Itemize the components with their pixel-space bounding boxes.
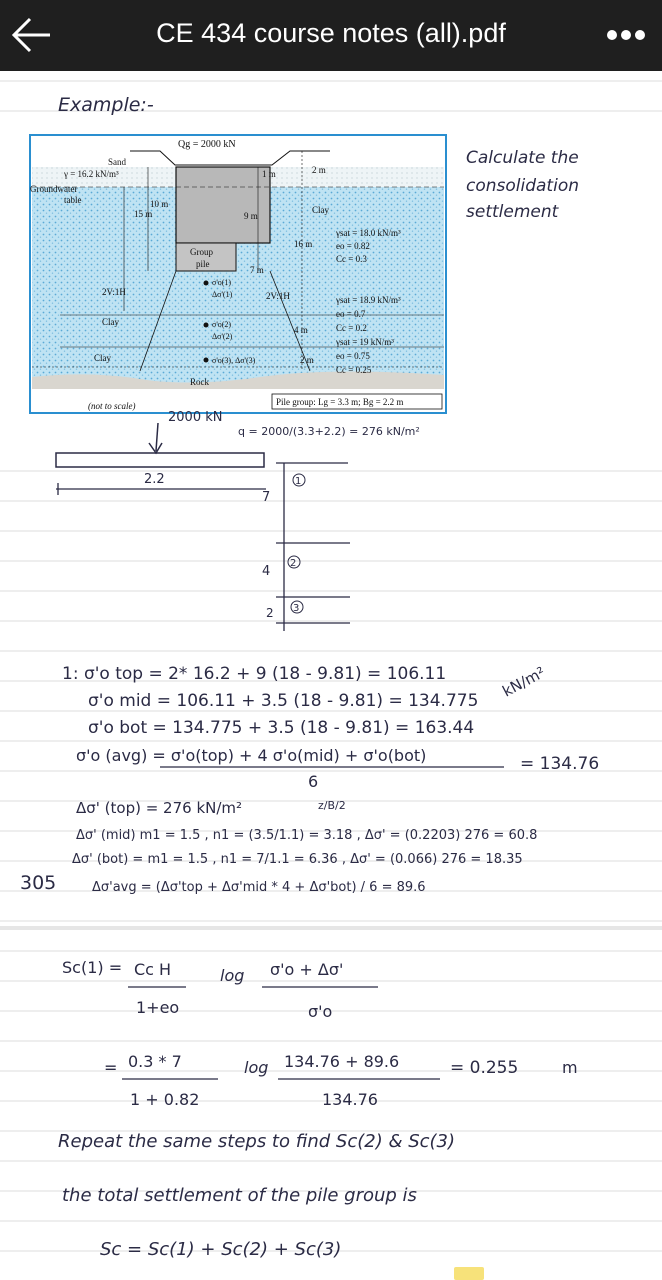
fig-d2: 2 m [312,165,326,175]
result-log: log [244,1058,269,1077]
task-line-2: consolidation [466,176,579,196]
load-label: 2000 kN [168,410,223,425]
fig-props1-1: eo = 0.82 [336,241,370,251]
top-bar [0,0,662,71]
result-log-num: 134.76 + 89.6 [284,1052,400,1071]
fig-not-scale: (not to scale) [88,401,136,411]
fig-props1-0: γsat = 18.0 kN/m³ [336,228,401,238]
task-line-3: settlement [466,202,559,222]
fig-gw2: table [64,195,82,205]
fig-clay2: Clay [102,317,119,327]
fig-d1: 1 m [262,169,276,179]
final-equation: Sc = Sc(1) + Sc(2) + Sc(3) [100,1239,342,1260]
result-den: 1 + 0.82 [130,1090,200,1109]
fig-d7: 7 m [250,265,264,275]
fig-slope-right: 2V:1H [266,291,290,301]
fig-clay3: Clay [94,353,111,363]
fig-props3-1: eo = 0.75 [336,351,370,361]
calc-bot: σ'o bot = 134.775 + 3.5 (18 - 9.81) = 163.44 [88,718,475,738]
total-note: the total settlement of the pile group is [62,1185,417,1206]
margin-note: 305 [20,872,57,894]
fig-props3-2: Cc = 0.25 [336,365,372,375]
fig-d15: 15 m [134,209,153,219]
calc-avg: σ'o (avg) = σ'o(top) + 4 σ'o(mid) + σ'o(bot) [76,746,427,765]
fig-p1a: σ'o(1) [212,278,232,287]
delta-mid: Δσ' (mid) m1 = 1.5 , n1 = (3.5/1.1) = 3.18 , Δσ' = (0.2203) 276 = 60.8 [76,828,538,843]
fig-props2-0: γsat = 18.9 kN/m³ [336,295,401,305]
highlight-marker [454,1267,484,1280]
fig-group: Group [190,247,213,257]
dim-2: 2 [266,606,274,620]
fig-clay: Clay [312,205,329,215]
fig-gamma: γ = 16.2 kN/m³ [64,169,119,179]
example-heading: Example:- [58,94,154,116]
fig-props2-2: Cc = 0.2 [336,323,367,333]
fig-rock: Rock [190,377,209,387]
note-page [0,71,662,1280]
formula-log-den: σ'o [308,1002,333,1021]
fig-p2a: σ'o(2) [212,320,232,329]
fig-load: Qg = 2000 kN [178,139,236,150]
layer-id-3: 3 [293,603,300,614]
fig-slope-left: 2V:1H [102,287,126,297]
fig-p2b: Δσ'(2) [212,332,233,341]
fig-sand: Sand [108,157,126,167]
dim-4: 4 [262,564,271,579]
result-num: 0.3 * 7 [128,1052,182,1071]
result-log-den: 134.76 [322,1090,378,1109]
fig-p1b: Δσ'(1) [212,290,233,299]
width-label: 2.2 [144,472,165,487]
calc-top: 1: σ'o top = 2* 16.2 + 9 (18 - 9.81) = 106.11 [62,664,447,684]
delta-bot: Δσ' (bot) = m1 = 1.5 , n1 = 7/1.1 = 6.36 , Δσ' = (0.066) 276 = 18.35 [72,852,523,867]
fig-d10: 10 m [150,199,169,209]
fig-props2-1: eo = 0.7 [336,309,366,319]
result-eq: = [104,1058,118,1077]
formula-num: Cc H [134,960,172,979]
fig-d2b: 2 m [300,355,314,365]
fig-d4: 4 m [294,325,308,335]
formula-den: 1+eo [136,998,180,1017]
result-value: = 0.255 [450,1058,519,1078]
fig-gw1: Groundwater [30,184,78,194]
fig-p3: σ'o(3), Δσ'(3) [212,356,256,365]
fig-d16: 16 m [294,239,313,249]
calc-mid: σ'o mid = 106.11 + 3.5 (18 - 9.81) = 134.775 [88,691,479,711]
formula-log: log [220,966,245,985]
dim-7: 7 [262,490,271,505]
task-line-1: Calculate the [466,148,579,168]
fig-pile: pile [196,259,210,269]
soil-profile-figure [30,135,446,413]
document-title: CE 434 course notes (all).pdf [156,18,506,48]
repeat-note: Repeat the same steps to find Sc(2) & Sc(3) [58,1131,456,1152]
formula-lhs: Sc(1) = [62,958,123,977]
fig-props1-2: Cc = 0.3 [336,254,367,264]
delta-top: Δσ' (top) = 276 kN/m² [76,799,243,817]
delta-avg: Δσ'avg = (Δσ'top + Δσ'mid * 4 + Δσ'bot) / 6 = 89.6 [92,880,426,895]
fig-props3-0: γsat = 19 kN/m³ [336,337,394,347]
unit-note: kN/m² [499,663,549,701]
ratio-label: z/B/2 [318,799,346,812]
pile-cap-sketch [56,453,264,467]
calc-avg-value: = 134.76 [520,754,600,774]
result-unit: m [562,1058,578,1077]
more-dots-icon[interactable] [604,20,648,50]
calc-avg-den: 6 [308,772,319,791]
fig-pile-group: Pile group: Lg = 3.3 m; Bg = 2.2 m [276,397,404,407]
formula-log-num: σ'o + Δσ' [270,960,344,979]
layer-id-2: 2 [290,558,297,569]
q-equation: q = 2000/(3.3+2.2) = 276 kN/m² [238,425,420,438]
layer-id-1: 1 [295,476,302,487]
fig-d9: 9 m [244,211,258,221]
